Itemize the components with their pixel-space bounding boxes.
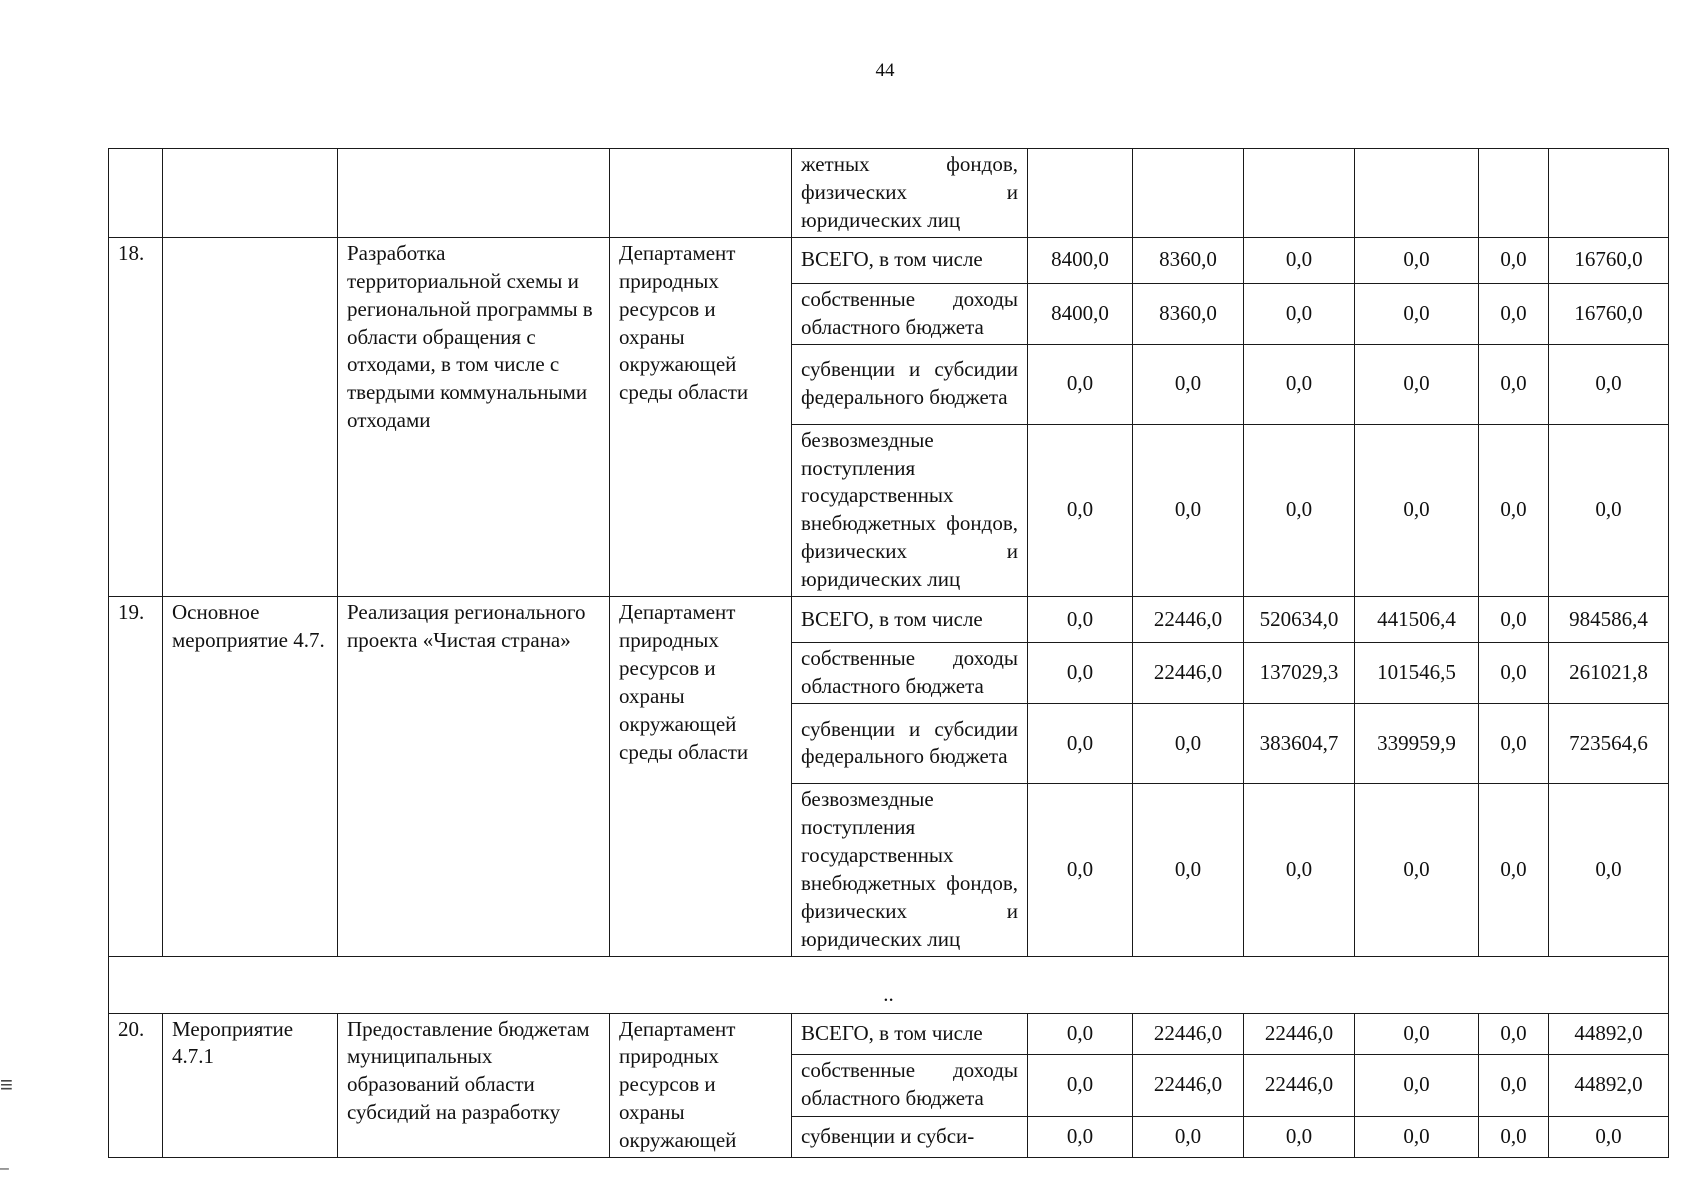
value-cell: 8360,0 [1133, 237, 1244, 283]
separator-row [109, 956, 1669, 1013]
table-row [109, 237, 1669, 283]
value-cell: 0,0 [1133, 344, 1244, 424]
value-cell: 101546,5 [1355, 643, 1479, 704]
value-cell: 22446,0 [1133, 597, 1244, 643]
value-cell [1355, 149, 1479, 238]
executor-cell: Департамент природных ресурсов и охраны окружающей [610, 1013, 792, 1158]
value-cell: 0,0 [1028, 643, 1133, 704]
funding-source-cell: субвенции и субси- [792, 1117, 1028, 1158]
value-cell: 0,0 [1479, 643, 1549, 704]
executor-cell: Департамент природных ресурсов и охраны окружающей среды области [610, 597, 792, 956]
value-cell [1549, 149, 1669, 238]
value-cell: 0,0 [1549, 424, 1669, 597]
row-number-cell [109, 149, 163, 238]
value-cell: 520634,0 [1244, 597, 1355, 643]
funding-source-cell: ВСЕГО, в том числе [792, 597, 1028, 643]
value-cell: 0,0 [1244, 1117, 1355, 1158]
value-cell [1028, 149, 1133, 238]
value-cell: 0,0 [1479, 1013, 1549, 1054]
value-cell: 16760,0 [1549, 237, 1669, 283]
value-cell: 0,0 [1244, 783, 1355, 956]
value-cell: 723564,6 [1549, 703, 1669, 783]
value-cell: 0,0 [1244, 344, 1355, 424]
funding-source-cell: жетных фондов, физических и юридических лиц [792, 149, 1028, 238]
funding-source-cell: ВСЕГО, в том числе [792, 237, 1028, 283]
funding-source-cell: собственные доходы областного бюджета [792, 1054, 1028, 1116]
value-cell: 0,0 [1244, 283, 1355, 344]
value-cell: 0,0 [1355, 783, 1479, 956]
value-cell: 0,0 [1028, 344, 1133, 424]
ellipsis-cell: .. [109, 956, 1669, 1013]
value-cell: 22446,0 [1133, 643, 1244, 704]
value-cell: 16760,0 [1549, 283, 1669, 344]
table-row [109, 1013, 1669, 1054]
budget-table [108, 148, 1669, 1158]
value-cell: 0,0 [1549, 1117, 1669, 1158]
margin-mark: – [0, 1160, 9, 1177]
value-cell: 0,0 [1355, 283, 1479, 344]
executor-cell: Департамент природных ресурсов и охраны окружающей среды области [610, 237, 792, 596]
value-cell: 0,0 [1133, 1117, 1244, 1158]
value-cell: 0,0 [1028, 703, 1133, 783]
value-cell: 22446,0 [1244, 1013, 1355, 1054]
funding-source-cell: собственные доходы областного бюджета [792, 643, 1028, 704]
value-cell: 0,0 [1028, 1117, 1133, 1158]
title-cell: Реализация регионального проекта «Чистая страна» [338, 597, 610, 956]
value-cell: 8400,0 [1028, 237, 1133, 283]
value-cell [1244, 149, 1355, 238]
event-cell [163, 237, 338, 596]
value-cell: 0,0 [1028, 783, 1133, 956]
table-body [109, 149, 1669, 1158]
value-cell: 984586,4 [1549, 597, 1669, 643]
title-cell [338, 149, 610, 238]
value-cell: 0,0 [1355, 1117, 1479, 1158]
event-cell: Основное мероприятие 4.7. [163, 597, 338, 956]
value-cell: 0,0 [1133, 783, 1244, 956]
value-cell: 441506,4 [1355, 597, 1479, 643]
value-cell: 0,0 [1479, 344, 1549, 424]
value-cell: 0,0 [1133, 424, 1244, 597]
row-number-cell: 19. [109, 597, 163, 956]
event-cell: Мероприятие 4.7.1 [163, 1013, 338, 1158]
value-cell: 0,0 [1479, 283, 1549, 344]
value-cell: 0,0 [1479, 597, 1549, 643]
funding-source-cell: субвенции и субсидии федерального бюджета [792, 344, 1028, 424]
value-cell: 0,0 [1549, 783, 1669, 956]
table-row [109, 597, 1669, 643]
funding-source-cell: собственные доходы областного бюджета [792, 283, 1028, 344]
value-cell [1479, 149, 1549, 238]
value-cell: 0,0 [1355, 344, 1479, 424]
funding-source-cell: безвозмездные поступления государственных внебюджетных фондов, физических и юридических лиц [792, 783, 1028, 956]
funding-source-cell: ВСЕГО, в том числе [792, 1013, 1028, 1054]
value-cell: 0,0 [1244, 424, 1355, 597]
value-cell: 0,0 [1355, 237, 1479, 283]
value-cell: 0,0 [1549, 344, 1669, 424]
page-number: 44 [875, 60, 895, 81]
row-number-cell: 20. [109, 1013, 163, 1158]
value-cell: 0,0 [1355, 1054, 1479, 1116]
executor-cell [610, 149, 792, 238]
title-cell: Предоставление бюджетам муниципальных образований области субсидий на разработку [338, 1013, 610, 1158]
value-cell: 22446,0 [1244, 1054, 1355, 1116]
value-cell: 44892,0 [1549, 1054, 1669, 1116]
value-cell: 0,0 [1479, 1117, 1549, 1158]
value-cell: 0,0 [1133, 703, 1244, 783]
event-cell [163, 149, 338, 238]
value-cell: 383604,7 [1244, 703, 1355, 783]
value-cell: 0,0 [1355, 424, 1479, 597]
value-cell: 44892,0 [1549, 1013, 1669, 1054]
margin-mark: ≡ [0, 1072, 13, 1097]
value-cell [1133, 149, 1244, 238]
value-cell: 339959,9 [1355, 703, 1479, 783]
table-row [109, 149, 1669, 238]
funding-source-cell: безвозмездные поступления государственных внебюджетных фондов, физических и юридических лиц [792, 424, 1028, 597]
value-cell: 0,0 [1479, 424, 1549, 597]
row-number-cell: 18. [109, 237, 163, 596]
value-cell: 22446,0 [1133, 1013, 1244, 1054]
value-cell: 0,0 [1028, 1013, 1133, 1054]
value-cell: 0,0 [1479, 703, 1549, 783]
value-cell: 137029,3 [1244, 643, 1355, 704]
value-cell: 0,0 [1028, 597, 1133, 643]
value-cell: 261021,8 [1549, 643, 1669, 704]
value-cell: 8400,0 [1028, 283, 1133, 344]
value-cell: 22446,0 [1133, 1054, 1244, 1116]
value-cell: 0,0 [1244, 237, 1355, 283]
value-cell: 0,0 [1479, 1054, 1549, 1116]
funding-source-cell: субвенции и субсидии федерального бюджета [792, 703, 1028, 783]
title-cell: Разработка территориальной схемы и региональной программы в области обращения с отходами, в том числе с твердыми коммунальными отходами [338, 237, 610, 596]
value-cell: 0,0 [1028, 424, 1133, 597]
value-cell: 0,0 [1028, 1054, 1133, 1116]
value-cell: 0,0 [1479, 783, 1549, 956]
value-cell: 8360,0 [1133, 283, 1244, 344]
value-cell: 0,0 [1479, 237, 1549, 283]
value-cell: 0,0 [1355, 1013, 1479, 1054]
